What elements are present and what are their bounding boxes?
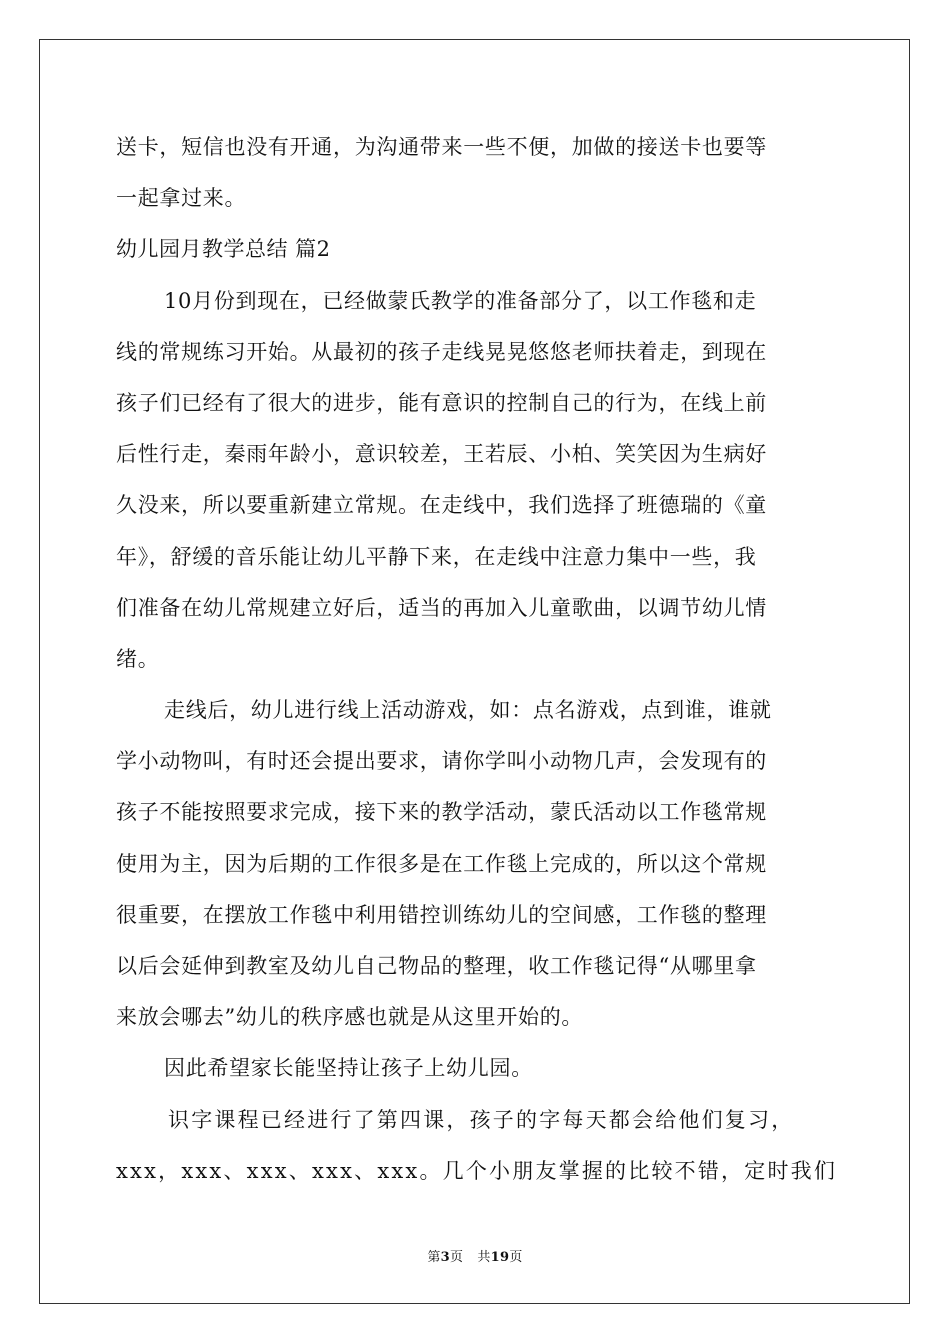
paragraph-line: 一起拿过来。 [116,186,247,211]
paragraph-line: 久没来，所以要重新建立常规。在走线中，我们选择了班德瑞的《童 [116,493,767,518]
paragraph-line: 绪。 [116,646,160,671]
paragraph-line: 以后会延伸到教室及幼儿自己物品的整理，收工作毯记得“从哪里拿 [116,954,757,978]
paragraph-line: 10月份到现在，已经做蒙氏教学的准备部分了，以工作毯和走 [164,288,757,313]
paragraph-line: 线的常规练习开始。从最初的孩子走线晃晃悠悠老师扶着走，到现在 [116,339,767,364]
paragraph-line: 很重要，在摆放工作毯中利用错控训练幼儿的空间感，工作毯的整理 [116,902,767,927]
paragraph-line: 孩子不能按照要求完成，接下来的教学活动，蒙氏活动以工作毯常规 [116,800,767,825]
section-heading: 幼儿园月教学总结 篇2 [116,237,331,262]
total-label-suffix: 页 [509,1250,523,1265]
paragraph-line: 送卡，短信也没有开通，为沟通带来一些不便，加做的接送卡也要等 [116,135,767,159]
paragraph-line: 后性行走，秦雨年龄小，意识较差，王若辰、小柏、笑笑因为生病好 [116,442,767,467]
paragraph-line: 走线后，幼儿进行线上活动游戏，如：点名游戏，点到谁，谁就 [164,698,772,723]
paragraph-line: 孩子们已经有了很大的进步，能有意识的控制自己的行为，在线上前 [116,390,767,415]
total-label-prefix: 共 [477,1250,491,1265]
total-page-count: 19 [490,1250,510,1265]
page-label-prefix: 第 [427,1250,441,1265]
paragraph-line: 因此希望家长能坚持让孩子上幼儿园。 [164,1056,533,1081]
paragraph-line: 们准备在幼儿常规建立好后，适当的再加入儿童歌曲，以调节幼儿情 [116,595,767,620]
page-label-suffix: 页 [450,1250,464,1265]
paragraph-line: 识字课程已经进行了第四课，孩子的字每天都会给他们复习， [168,1107,795,1132]
page-footer [0,1246,950,1265]
paragraph-line: 年》，舒缓的音乐能让幼儿平静下来，在走线中注意力集中一些，我 [116,544,757,569]
paragraph-line: xxx，xxx、xxx、xxx、xxx。几个小朋友掌握的比较不错，定时我们 [116,1158,838,1183]
document-body [116,122,836,1197]
paragraph-line: 学小动物叫，有时还会提出要求，请你学叫小动物几声，会发现有的 [116,749,767,774]
current-page-number: 3 [440,1250,451,1265]
paragraph-line: 使用为主，因为后期的工作很多是在工作毯上完成的，所以这个常规 [116,851,767,876]
paragraph-line: 来放会哪去”幼儿的秩序感也就是从这里开始的。 [116,1005,584,1030]
